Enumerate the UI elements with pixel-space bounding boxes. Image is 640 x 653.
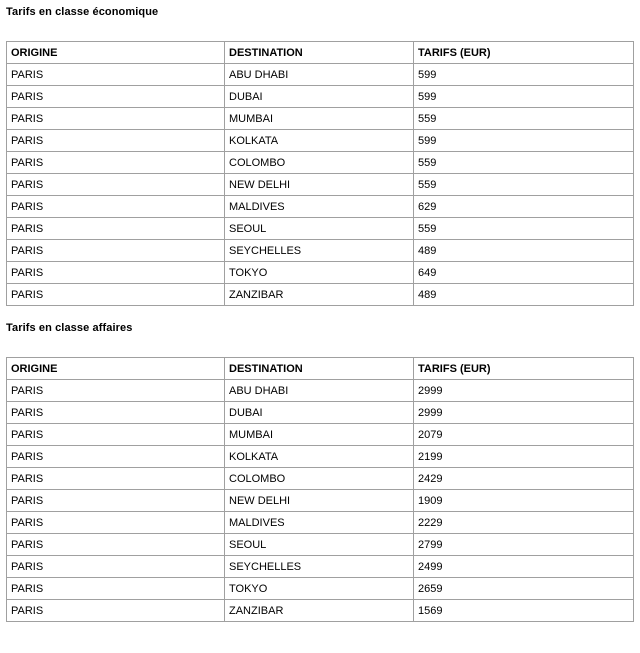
column-header-origin: ORIGINE [7,42,225,64]
cell-destination: ZANZIBAR [225,284,414,306]
cell-origin: PARIS [7,174,225,196]
cell-fare: 2799 [414,534,634,556]
table-row [7,240,634,262]
cell-destination: TOKYO [225,578,414,600]
cell-fare: 489 [414,240,634,262]
table-row [7,424,634,446]
table-header-row [7,358,634,380]
cell-destination: SEOUL [225,534,414,556]
column-header-destination: DESTINATION [225,42,414,64]
cell-origin: PARIS [7,600,225,622]
cell-fare: 599 [414,86,634,108]
table-row [7,108,634,130]
cell-fare: 559 [414,174,634,196]
cell-origin: PARIS [7,218,225,240]
cell-destination: DUBAI [225,86,414,108]
cell-fare: 2999 [414,402,634,424]
cell-destination: MUMBAI [225,108,414,130]
cell-destination: MUMBAI [225,424,414,446]
cell-fare: 2499 [414,556,634,578]
table-row [7,380,634,402]
table-row [7,64,634,86]
spacer [0,306,640,322]
spacer [0,335,640,357]
table-row [7,600,634,622]
cell-destination: ABU DHABI [225,64,414,86]
cell-destination: SEOUL [225,218,414,240]
cell-fare: 2999 [414,380,634,402]
table-row [7,86,634,108]
table-row [7,468,634,490]
cell-fare: 559 [414,152,634,174]
cell-origin: PARIS [7,108,225,130]
cell-origin: PARIS [7,468,225,490]
economy-section-title: Tarifs en classe économique [6,6,159,18]
cell-destination: NEW DELHI [225,490,414,512]
cell-destination: KOLKATA [225,130,414,152]
business-table-header [7,358,634,380]
business-fares-table [6,357,634,622]
cell-fare: 489 [414,284,634,306]
table-row [7,534,634,556]
section-business-class [0,322,640,622]
cell-destination: KOLKATA [225,446,414,468]
cell-fare: 559 [414,218,634,240]
economy-table-body [7,64,634,306]
cell-origin: PARIS [7,424,225,446]
section-economy-class [0,0,640,306]
cell-origin: PARIS [7,556,225,578]
cell-destination: MALDIVES [225,512,414,534]
table-row [7,490,634,512]
cell-origin: PARIS [7,446,225,468]
cell-origin: PARIS [7,380,225,402]
cell-origin: PARIS [7,152,225,174]
table-row [7,284,634,306]
table-row [7,556,634,578]
column-header-fare: TARIFS (EUR) [414,358,634,380]
cell-destination: COLOMBO [225,152,414,174]
cell-origin: PARIS [7,64,225,86]
column-header-fare: TARIFS (EUR) [414,42,634,64]
table-row [7,512,634,534]
business-section-title: Tarifs en classe affaires [6,322,133,334]
table-row [7,262,634,284]
cell-fare: 2199 [414,446,634,468]
table-row [7,578,634,600]
table-row [7,174,634,196]
cell-destination: SEYCHELLES [225,556,414,578]
economy-fares-table [6,41,634,306]
cell-origin: PARIS [7,402,225,424]
cell-destination: COLOMBO [225,468,414,490]
cell-fare: 599 [414,64,634,86]
cell-origin: PARIS [7,284,225,306]
cell-origin: PARIS [7,196,225,218]
cell-destination: ZANZIBAR [225,600,414,622]
cell-origin: PARIS [7,86,225,108]
cell-destination: NEW DELHI [225,174,414,196]
cell-fare: 599 [414,130,634,152]
business-table-body [7,380,634,622]
cell-destination: MALDIVES [225,196,414,218]
cell-destination: TOKYO [225,262,414,284]
table-row [7,218,634,240]
cell-fare: 2079 [414,424,634,446]
cell-origin: PARIS [7,578,225,600]
cell-origin: PARIS [7,240,225,262]
cell-origin: PARIS [7,512,225,534]
cell-fare: 1569 [414,600,634,622]
cell-fare: 559 [414,108,634,130]
table-row [7,130,634,152]
cell-fare: 649 [414,262,634,284]
table-header-row [7,42,634,64]
spacer [0,19,640,41]
column-header-destination: DESTINATION [225,358,414,380]
table-row [7,152,634,174]
table-row [7,196,634,218]
cell-destination: DUBAI [225,402,414,424]
column-header-origin: ORIGINE [7,358,225,380]
cell-fare: 2229 [414,512,634,534]
table-row [7,402,634,424]
cell-fare: 1909 [414,490,634,512]
cell-origin: PARIS [7,534,225,556]
cell-fare: 2429 [414,468,634,490]
cell-origin: PARIS [7,262,225,284]
cell-destination: SEYCHELLES [225,240,414,262]
table-row [7,446,634,468]
cell-origin: PARIS [7,130,225,152]
cell-fare: 2659 [414,578,634,600]
cell-destination: ABU DHABI [225,380,414,402]
cell-origin: PARIS [7,490,225,512]
economy-table-header [7,42,634,64]
cell-fare: 629 [414,196,634,218]
